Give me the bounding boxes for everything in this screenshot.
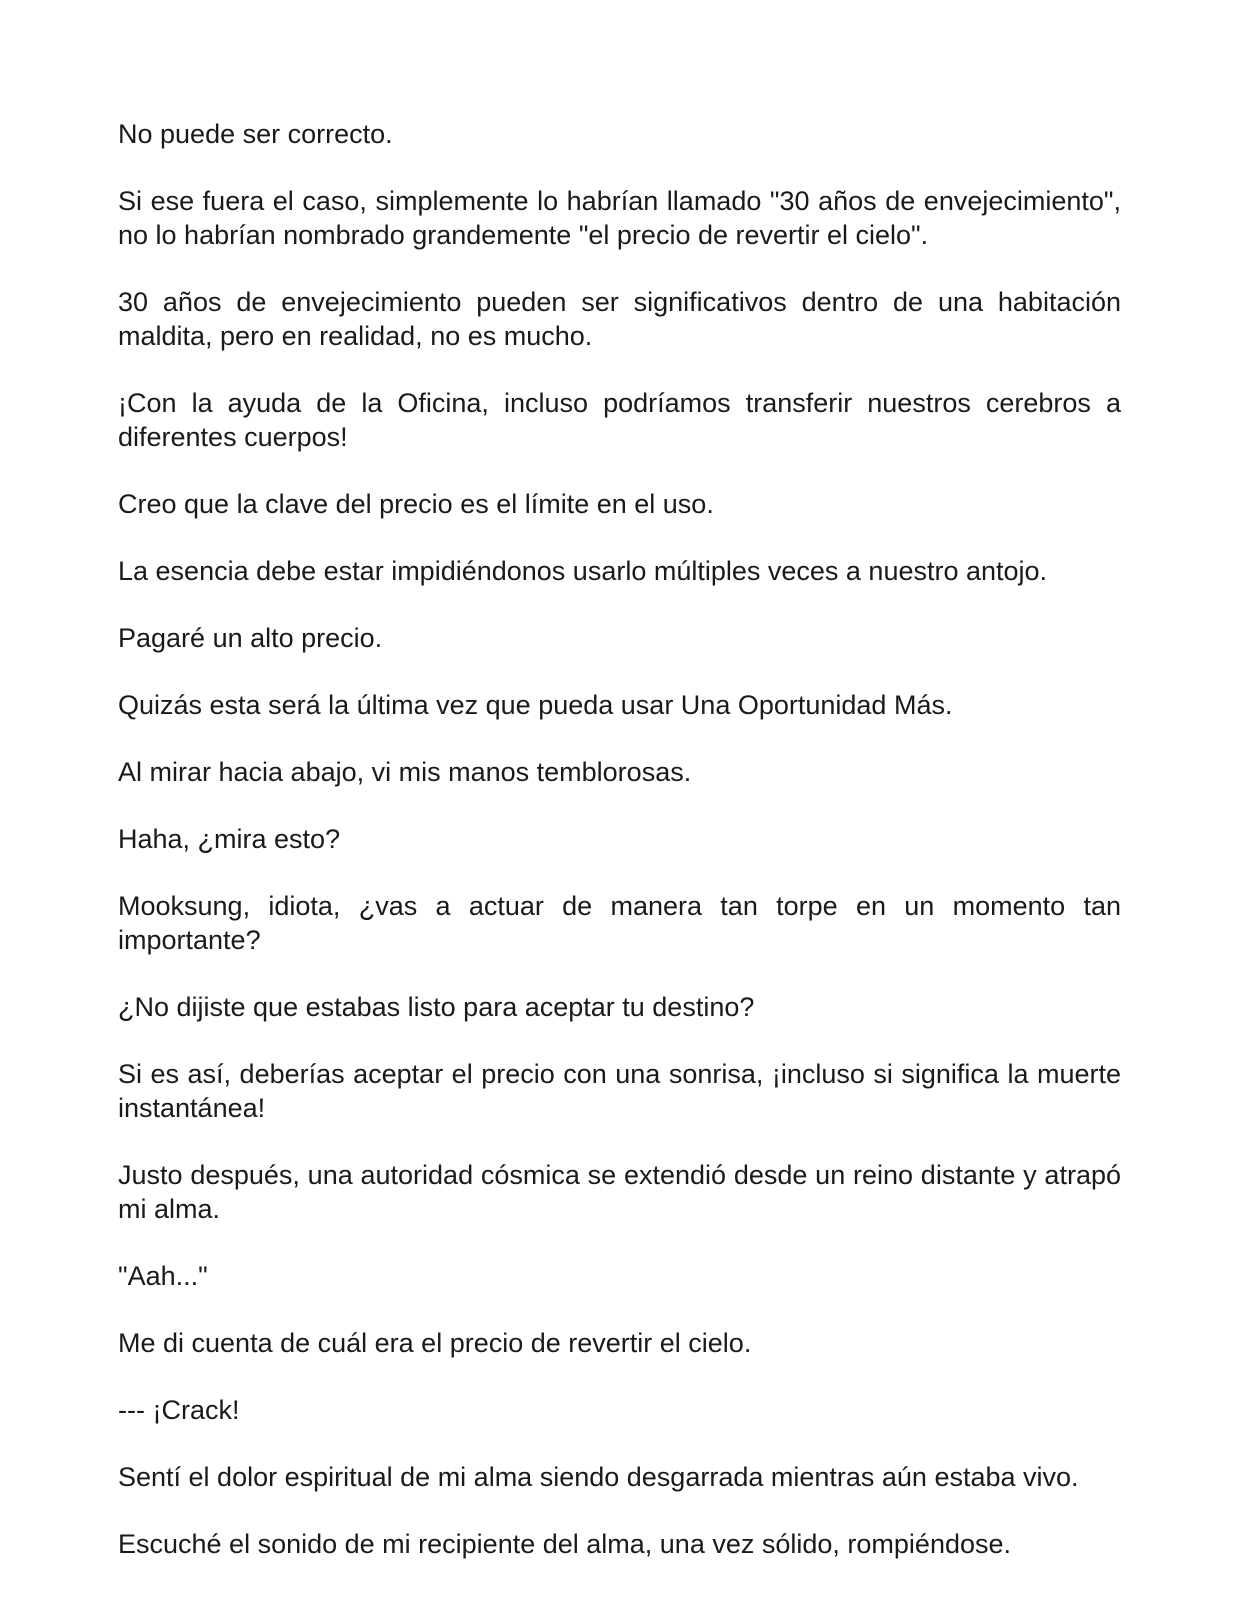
paragraph: Al mirar hacia abajo, vi mis manos temblorosas.	[118, 757, 692, 787]
paragraph: ¡Con la ayuda de la Oficina, incluso podríamos transferir nuestros cerebros a diferentes cuerpos!	[118, 388, 1121, 452]
paragraph: Si ese fuera el caso, simplemente lo habrían llamado "30 años de envejecimiento", no lo habrían nombrado grandemente "el precio de revertir el cielo".	[118, 186, 1121, 250]
paragraph: Si es así, deberías aceptar el precio con una sonrisa, ¡incluso si significa la muerte instantánea!	[118, 1059, 1121, 1123]
paragraph: "Aah..."	[118, 1261, 208, 1291]
paragraph: Sentí el dolor espiritual de mi alma siendo desgarrada mientras aún estaba vivo.	[118, 1462, 1079, 1492]
paragraph: Mooksung, idiota, ¿vas a actuar de manera tan torpe en un momento tan importante?	[118, 891, 1121, 955]
document-page	[118, 117, 1121, 1561]
paragraph: Pagaré un alto precio.	[118, 623, 383, 653]
paragraph: La esencia debe estar impidiéndonos usarlo múltiples veces a nuestro antojo.	[118, 556, 1048, 586]
paragraph: Me di cuenta de cuál era el precio de revertir el cielo.	[118, 1328, 752, 1358]
paragraph: Creo que la clave del precio es el límite en el uso.	[118, 489, 714, 519]
paragraph: --- ¡Crack!	[118, 1395, 240, 1425]
paragraph: 30 años de envejecimiento pueden ser significativos dentro de una habitación maldita, pero en realidad, no es mucho.	[118, 287, 1121, 351]
paragraph: Quizás esta será la última vez que pueda usar Una Oportunidad Más.	[118, 690, 953, 720]
paragraph: Haha, ¿mira esto?	[118, 824, 341, 854]
paragraph: Escuché el sonido de mi recipiente del alma, una vez sólido, rompiéndose.	[118, 1529, 1012, 1559]
paragraph: No puede ser correcto.	[118, 119, 393, 149]
paragraph: ¿No dijiste que estabas listo para aceptar tu destino?	[118, 992, 755, 1022]
paragraph: Justo después, una autoridad cósmica se extendió desde un reino distante y atrapó mi alma.	[118, 1160, 1121, 1224]
